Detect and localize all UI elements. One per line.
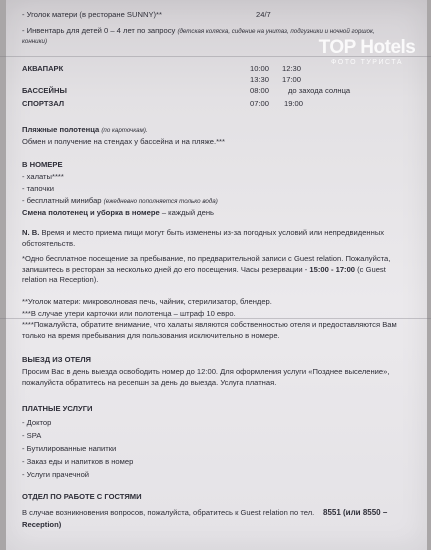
schedule-open: 08:00: [250, 86, 270, 95]
schedule-close: до захода солнца: [288, 86, 351, 95]
dinner-text: *Одно бесплатное посещение за пребывание, по предварительной записи с Guest relation. Пожалуйста, запишитесь в ресторан за несколько дней до его посещения. Часы резервации -: [22, 254, 391, 274]
schedule-close: 17:00: [282, 75, 302, 84]
dinner-text-end: (с Guest relation на Reception).: [22, 264, 386, 284]
card-note: ***В случае утери карточки или полотенца – штраф 10 евро.: [22, 309, 236, 318]
dinner-paragraph: [22, 254, 412, 286]
kids-inventory-line: [22, 26, 375, 37]
checkout-title: ВЫЕЗД ИЗ ОТЕЛЯ: [22, 355, 91, 364]
kids-inventory-note: (детская коляска, сидение на унитаз, подгузники и ночной горшок,: [177, 28, 375, 35]
paid-title: ПЛАТНЫЕ УСЛУГИ: [22, 404, 93, 413]
kids-inventory-text: - Инвентарь для детей 0 – 4 лет по запросу: [22, 26, 176, 35]
schedule-open: 07:00: [250, 99, 270, 108]
towels-title-line: [22, 125, 148, 136]
cleaning-line: [22, 208, 214, 218]
room-item-line: [22, 196, 218, 207]
paid-item: - Бутилированные напитки: [22, 444, 117, 453]
guest-phone-b: Reception): [22, 520, 62, 529]
schedule-open: 13:30: [250, 75, 270, 84]
room-item: - халаты****: [22, 172, 64, 181]
minibar-note: (ежедневно пополняется только вода): [103, 198, 218, 205]
guest-phone-a: 8551 (или 8550 –: [323, 508, 388, 517]
nb-paragraph: [22, 228, 412, 249]
schedule-close: 12:30: [282, 64, 302, 73]
mother-corner-time: 24/7: [256, 10, 271, 19]
room-item: - бесплатный минибар: [22, 196, 102, 205]
paid-item: - SPA: [22, 431, 42, 440]
paid-item: - Доктор: [22, 418, 52, 427]
nb-label: N. B.: [22, 228, 40, 237]
kids-inventory-note-cont: конники): [22, 38, 48, 45]
towels-title: Пляжные полотенца: [22, 125, 100, 134]
guest-title: ОТДЕЛ ПО РАБОТЕ С ГОСТЯМИ: [22, 492, 142, 501]
watermark: [316, 38, 418, 78]
schedule-label: АКВАПАРК: [22, 64, 64, 73]
robes-note: ****Пожалуйста, обратите внимание, что халаты являются собственностью отеля и предоставляются Вам только на время пребывания для пользования исключительно в номере.: [22, 320, 397, 340]
schedule-label: БАССЕЙНЫ: [22, 86, 67, 95]
guest-text-line: [22, 508, 314, 518]
checkout-text: Просим Вас в день выезда освободить номер до 12:00. Для оформления услуги «Позднее выселение», пожалуйста обратитесь на ресепшн за день до выезда. Услуга платная.: [22, 367, 390, 387]
nb-text: Время и место приема пищи могут быть изменены из-за погодных условий или непредвиденных обстоятельств.: [22, 228, 385, 248]
schedule-open: 10:00: [250, 64, 270, 73]
paid-item: - Услуги прачечной: [22, 470, 90, 479]
schedule-label: СПОРТЗАЛ: [22, 99, 65, 108]
mother-corner-line: - Уголок матери (в ресторане SUNNY)**: [22, 10, 162, 19]
cleaning-text: – каждый день: [161, 208, 214, 217]
schedule-close: 19:00: [284, 99, 304, 108]
watermark-sub: ФОТО ТУРИСТА: [330, 59, 404, 66]
towels-note: (по карточкам).: [101, 127, 148, 134]
room-item: - тапочки: [22, 184, 54, 193]
room-title: В НОМЕРЕ: [22, 160, 63, 169]
mother-note: **Уголок матери: микроволновая печь, чайник, стерилизатор, блендер.: [22, 297, 272, 306]
paid-item: - Заказ еды и напитков в номер: [22, 457, 134, 466]
dinner-time: 15:00 - 17:00: [309, 264, 356, 274]
towels-text: Обмен и получение на стендах у бассейна и на пляже.***: [22, 137, 225, 146]
watermark-logo: TOP Hotels: [318, 37, 416, 58]
cleaning-title: Смена полотенец и уборка в номере: [22, 208, 160, 217]
guest-text: В случае возникновения вопросов, пожалуйста, обратитесь к Guest relation по тел.: [22, 508, 315, 517]
